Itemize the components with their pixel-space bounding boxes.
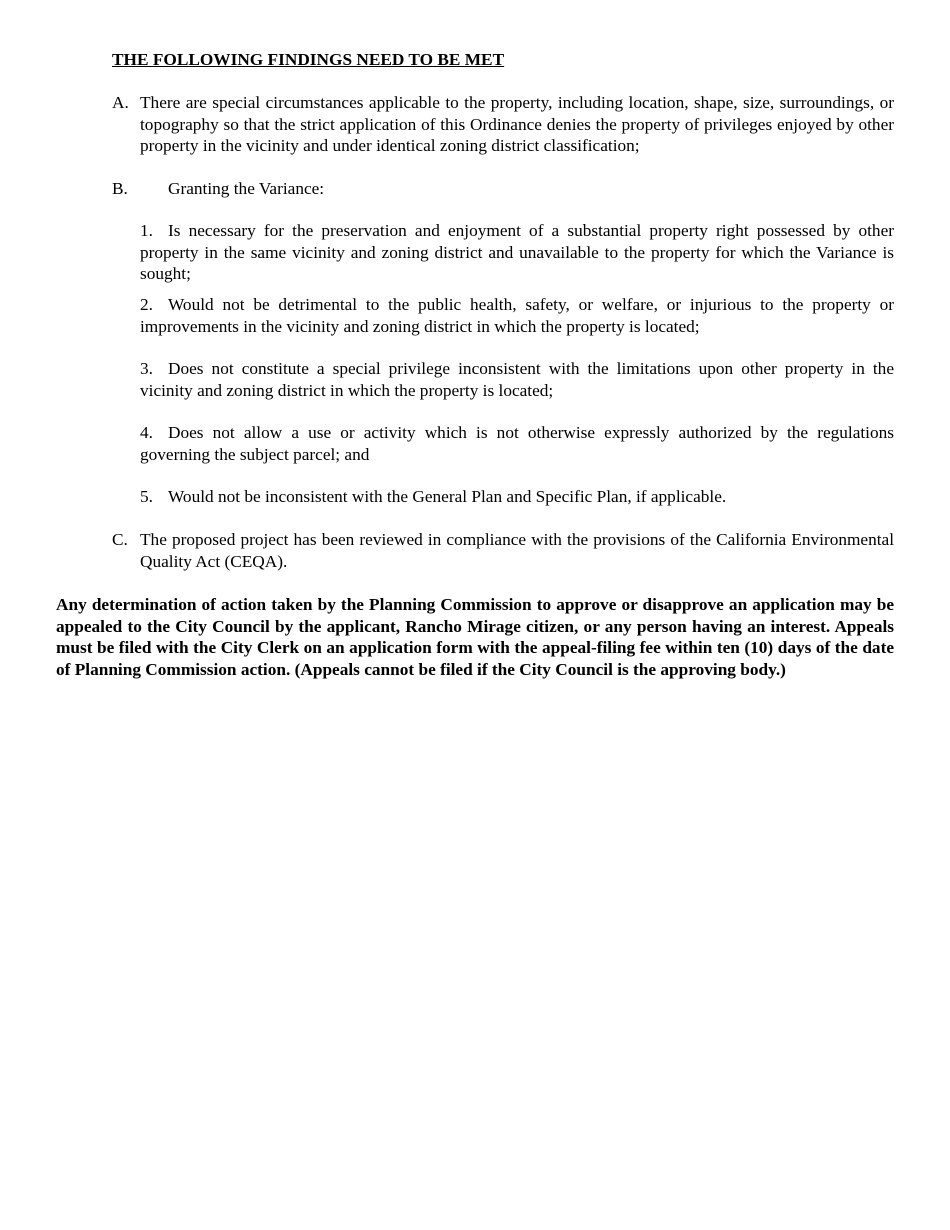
finding-a: [112, 92, 894, 157]
subitem-number: 3.: [140, 359, 153, 378]
finding-b-label: B.: [112, 179, 128, 198]
subitem-number: 4.: [140, 423, 153, 442]
subitem-number: 5.: [140, 487, 153, 506]
subitem-text: Would not be detrimental to the public health, safety, or welfare, or injurious to the property or improvements in the vicinity and zoning district in which the property is located;: [140, 295, 894, 336]
subitem-text: Would not be inconsistent with the General Plan and Specific Plan, if applicable.: [168, 487, 727, 506]
subitem-number: 2.: [140, 295, 153, 314]
finding-c: [112, 529, 894, 572]
finding-a-label: A.: [112, 93, 129, 112]
subitem-text: Does not allow a use or activity which is not otherwise expressly authorized by the regulations governing the subject parcel; and: [140, 423, 894, 464]
findings-heading: THE FOLLOWING FINDINGS NEED TO BE MET: [112, 50, 505, 69]
finding-b-subitem-4: [140, 422, 894, 465]
subitem-text: Does not constitute a special privilege inconsistent with the limitations upon other property in the vicinity and zoning district in which the property is located;: [140, 359, 894, 400]
finding-b-subitem-1: [140, 220, 894, 285]
finding-a-text: There are special circumstances applicable to the property, including location, shape, size, surroundings, or topography so that the strict application of this Ordinance denies the property of privileges enjoyed by other property in the vicinity and under identical zoning district classification;: [140, 93, 894, 155]
finding-b-text: Granting the Variance:: [168, 179, 325, 198]
finding-c-label: C.: [112, 530, 128, 549]
subitem-text: Is necessary for the preservation and enjoyment of a substantial property right possessed by other property in the same vicinity and zoning district and unavailable to the property for which the Variance is sought;: [140, 221, 894, 283]
appeal-notice: Any determination of action taken by the Planning Commission to approve or disapprove an application may be appealed to the City Council by the applicant, Rancho Mirage citizen, or any person having an interest. Appeals must be filed with the City Clerk on an application form with the appeal-filing fee within ten (10) days of the date of Planning Commission action. (Appeals cannot be filed if the City Council is the approving body.): [56, 595, 894, 679]
finding-b-subitem-3: [140, 358, 894, 401]
finding-b-subitem-2: [140, 294, 894, 337]
finding-b-subitem-5: [140, 486, 894, 508]
finding-c-text: The proposed project has been reviewed in compliance with the provisions of the California Environmental Quality Act (CEQA).: [140, 530, 894, 571]
subitem-number: 1.: [140, 221, 153, 240]
